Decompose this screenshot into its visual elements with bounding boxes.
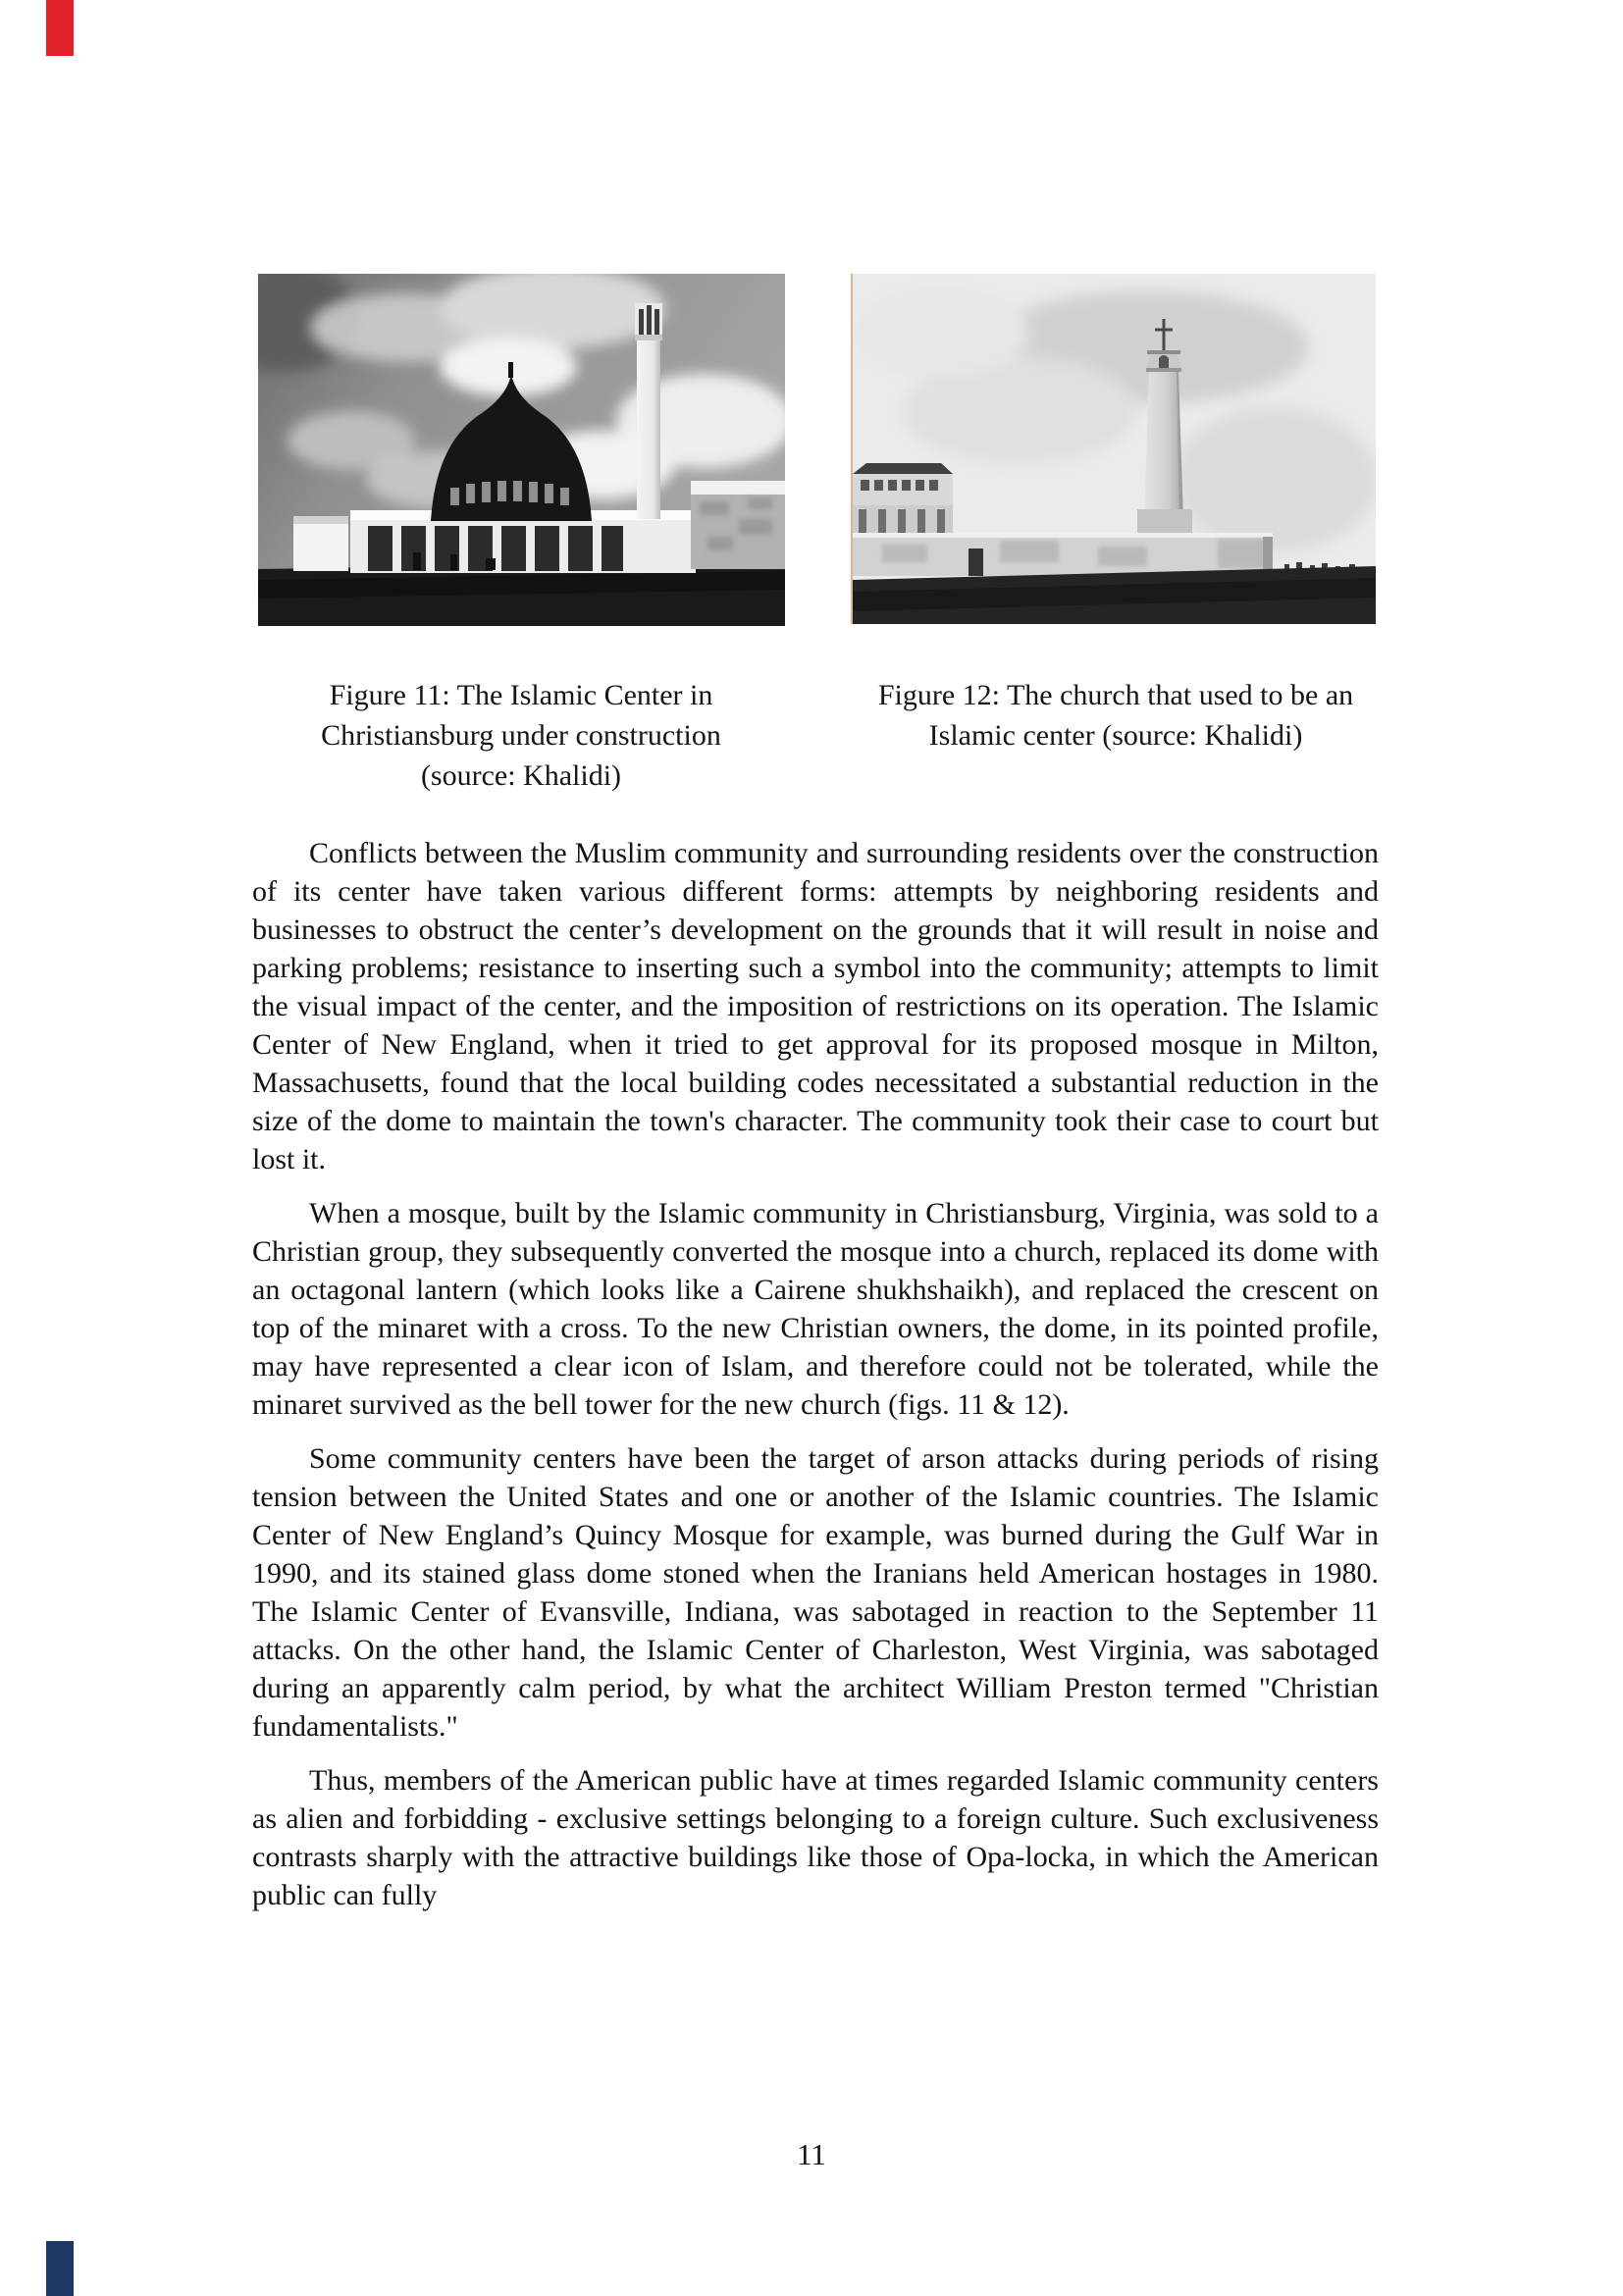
figure-12-caption: Figure 12: The church that used to be an Islamic center (source: Khalidi)	[877, 679, 1354, 752]
paragraph: Conflicts between the Muslim community and surrounding residents over the construction of its center have taken various different forms: attempts by neighboring residents and businesses to obstruct the center’s development on the grounds that it will result in noise and parking problems; resistance to inserting such a symbol into the community; attempts to limit the visual impact of the center, and the imposition of restrictions on its operation. The Islamic Center of New England, when it tried to get approval for its proposed mosque in Milton, Massachusetts, found that the local building codes necessitated a substantial reduction in the size of the dome to maintain the town's character. The community took their case to court but lost it.	[252, 837, 1379, 1175]
body-text	[252, 834, 1379, 1930]
figure-12-photo	[851, 274, 1376, 624]
paragraph: Thus, members of the American public have at times regarded Islamic community centers as alien and forbidding - exclusive settings belonging to a foreign culture. Such exclusiveness contrasts sharply with the attractive buildings like those of Opa-locka, in which the American public can fully	[252, 1764, 1379, 1911]
figure-11-caption: Figure 11: The Islamic Center in Christiansburg under construction (source: Khalidi)	[321, 679, 721, 792]
scan-red-corner-mark	[46, 0, 74, 56]
paragraph: When a mosque, built by the Islamic community in Christiansburg, Virginia, was sold to a Christian group, they subsequently converted the mosque into a church, replaced its dome with an octagonal lantern (which looks like a Cairene shukhshaikh), and replaced the crescent on top of the minaret with a cross. To the new Christian owners, the dome, in its pointed profile, may have represented a clear icon of Islam, and therefore could not be tolerated, while the minaret survived as the bell tower for the new church (figs. 11 & 12).	[252, 1197, 1379, 1421]
scan-navy-corner-mark	[46, 2241, 74, 2296]
paragraph: Some community centers have been the target of arson attacks during periods of rising tension between the United States and one or another of the Islamic countries. The Islamic Center of New England’s Quincy Mosque for example, was burned during the Gulf War in 1990, and its stained glass dome stoned when the Iranians held American hostages in 1980. The Islamic Center of Evansville, Indiana, was sabotaged in reaction to the September 11 attacks. On the other hand, the Islamic Center of Charleston, West Virginia, was sabotaged during an apparently calm period, by what the architect William Preston termed "Christian fundamentalists."	[252, 1442, 1379, 1743]
page-number: 11	[797, 2137, 826, 2171]
figure-11-photo	[258, 274, 785, 626]
